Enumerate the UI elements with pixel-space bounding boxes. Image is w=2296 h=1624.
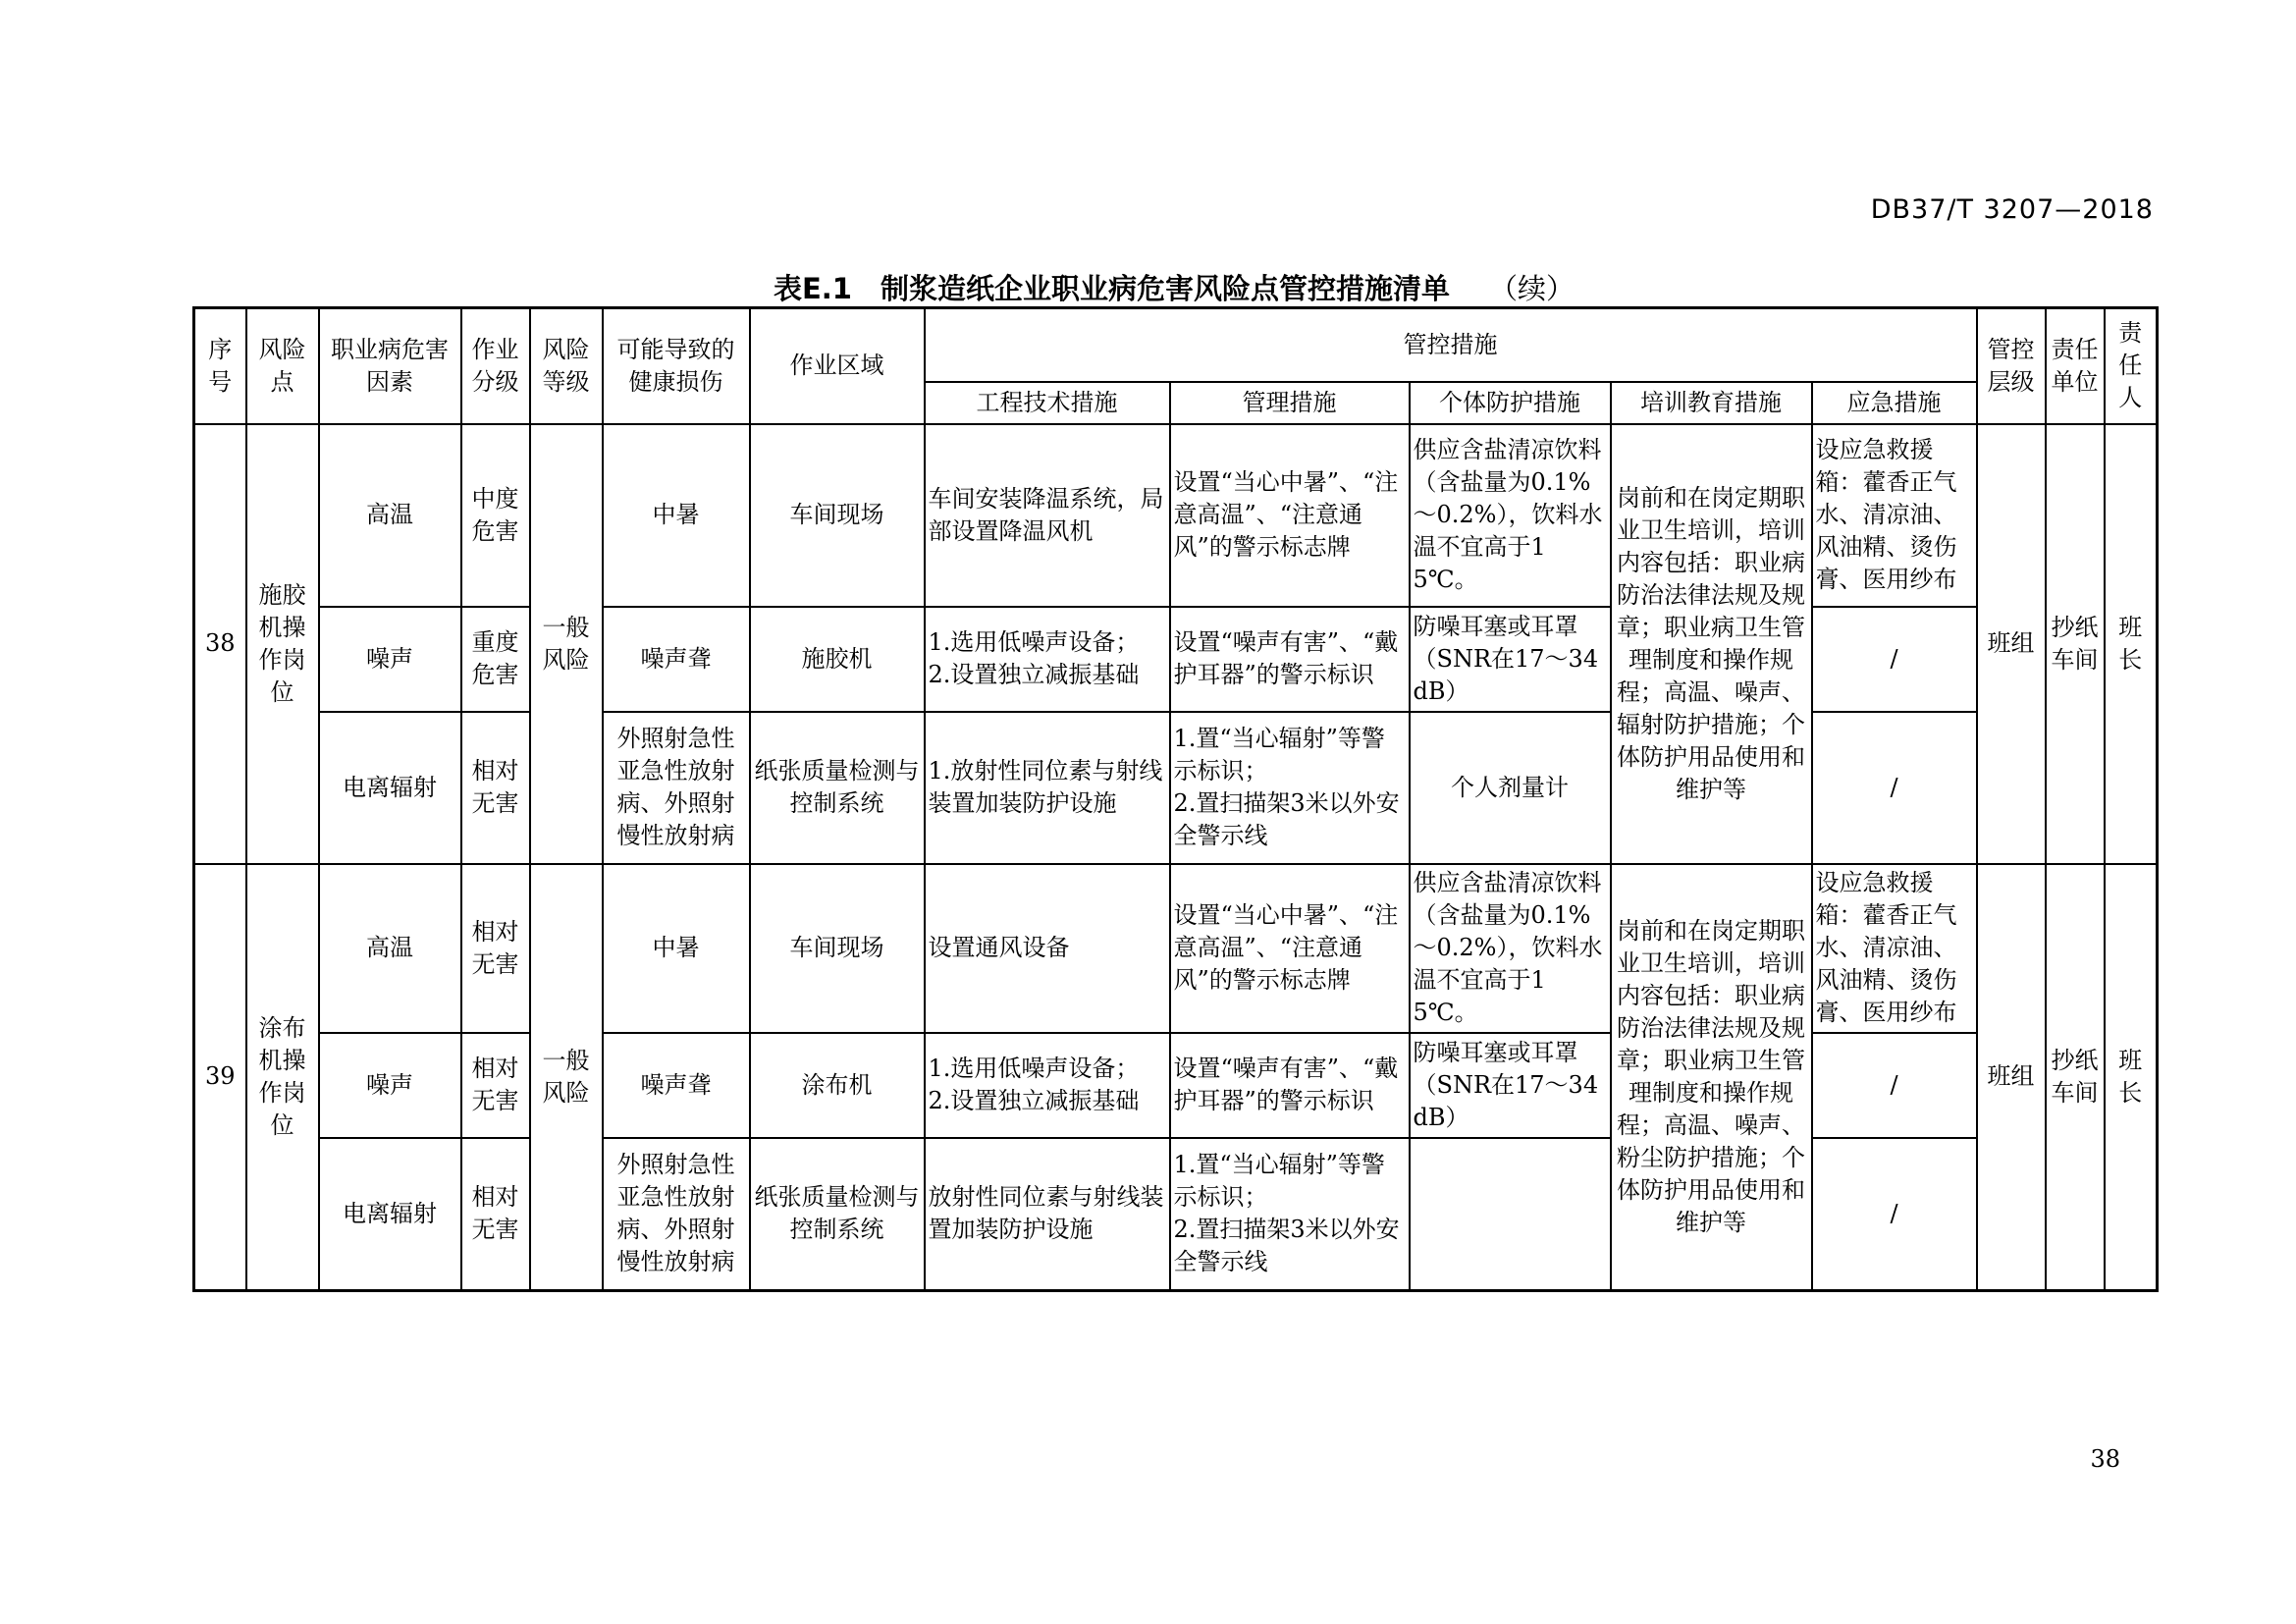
header-health-damage: 可能导致的健康损伤 — [603, 308, 750, 424]
header-risk-point: 风险点 — [246, 308, 319, 424]
cell-ppe: 个人剂量计 — [1410, 712, 1611, 864]
cell-work-class: 相对无害 — [461, 712, 530, 864]
cell-work-area: 纸张质量检测与控制系统 — [750, 712, 925, 864]
header-management: 管理措施 — [1170, 382, 1410, 424]
header-emergency: 应急措施 — [1812, 382, 1977, 424]
header-engineering: 工程技术措施 — [925, 382, 1170, 424]
cell-hazard: 噪声 — [319, 1033, 461, 1138]
cell-health-damage: 噪声聋 — [603, 607, 750, 712]
header-work-area: 作业区域 — [750, 308, 925, 424]
header-training: 培训教育措施 — [1611, 382, 1812, 424]
table-body — [194, 424, 2158, 1291]
table-row — [194, 1138, 2158, 1291]
header-hazard: 职业病危害因素 — [319, 308, 461, 424]
cell-seq: 38 — [194, 424, 246, 864]
cell-management: 设置“噪声有害”、“戴护耳器”的警示标识 — [1170, 607, 1410, 712]
cell-control-level: 班组 — [1977, 424, 2046, 864]
cell-management: 1.置“当心辐射”等警示标识； 2.置扫描架3米以外安全警示线 — [1170, 712, 1410, 864]
header-control-level: 管控层级 — [1977, 308, 2046, 424]
table-row — [194, 864, 2158, 1033]
cell-risk-point: 施胶机操作岗位 — [246, 424, 319, 864]
cell-emergency: / — [1812, 1033, 1977, 1138]
cell-risk-level: 一般风险 — [530, 864, 603, 1291]
header-resp-unit: 责任单位 — [2046, 308, 2105, 424]
cell-engineering: 放射性同位素与射线装置加装防护设施 — [925, 1138, 1170, 1291]
cell-emergency: / — [1812, 607, 1977, 712]
cell-hazard: 高温 — [319, 424, 461, 607]
header-seq: 序号 — [194, 308, 246, 424]
cell-resp-person: 班长 — [2105, 864, 2158, 1291]
table-title-text: 表E.1 制浆造纸企业职业病危害风险点管控措施清单 — [773, 272, 1450, 305]
table-row — [194, 424, 2158, 607]
cell-health-damage: 外照射急性亚急性放射病、外照射慢性放射病 — [603, 1138, 750, 1291]
cell-risk-level: 一般风险 — [530, 424, 603, 864]
cell-engineering: 1.选用低噪声设备； 2.设置独立减振基础 — [925, 607, 1170, 712]
cell-work-area: 车间现场 — [750, 424, 925, 607]
cell-work-area: 纸张质量检测与控制系统 — [750, 1138, 925, 1291]
page-number: 38 — [2090, 1445, 2120, 1473]
cell-ppe: 防噪耳塞或耳罩（SNR在17～34dB） — [1410, 607, 1611, 712]
cell-management: 1.置“当心辐射”等警示标识； 2.置扫描架3米以外安全警示线 — [1170, 1138, 1410, 1291]
cell-ppe: 供应含盐清凉饮料（含盐量为0.1%～0.2%），饮料水温不宜高于15℃。 — [1410, 424, 1611, 607]
document-code: DB37/T 3207—2018 — [1870, 194, 2154, 225]
cell-seq: 39 — [194, 864, 246, 1291]
cell-health-damage: 中暑 — [603, 864, 750, 1033]
cell-resp-unit: 抄纸车间 — [2046, 864, 2105, 1291]
cell-health-damage: 中暑 — [603, 424, 750, 607]
cell-engineering: 1.选用低噪声设备； 2.设置独立减振基础 — [925, 1033, 1170, 1138]
cell-health-damage: 外照射急性亚急性放射病、外照射慢性放射病 — [603, 712, 750, 864]
cell-work-class: 相对无害 — [461, 864, 530, 1033]
cell-emergency: / — [1812, 1138, 1977, 1291]
cell-work-area: 涂布机 — [750, 1033, 925, 1138]
cell-work-class: 相对无害 — [461, 1138, 530, 1291]
cell-hazard: 电离辐射 — [319, 712, 461, 864]
table-row — [194, 607, 2158, 712]
cell-management: 设置“当心中暑”、“注意高温”、“注意通风”的警示标志牌 — [1170, 424, 1410, 607]
cell-training: 岗前和在岗定期职业卫生培训，培训内容包括：职业病防治法律法规及规章；职业病卫生管理制度和操作规程；高温、噪声、辐射防护措施；个体防护用品使用和维护等 — [1611, 424, 1812, 864]
table-title — [192, 267, 2156, 307]
cell-hazard: 电离辐射 — [319, 1138, 461, 1291]
cell-management: 设置“当心中暑”、“注意高温”、“注意通风”的警示标志牌 — [1170, 864, 1410, 1033]
table-title-continued: （续） — [1489, 272, 1575, 305]
cell-ppe: 防噪耳塞或耳罩（SNR在17～34dB） — [1410, 1033, 1611, 1138]
header-risk-level: 风险等级 — [530, 308, 603, 424]
header-ppe: 个体防护措施 — [1410, 382, 1611, 424]
cell-management: 设置“噪声有害”、“戴护耳器”的警示标识 — [1170, 1033, 1410, 1138]
cell-training: 岗前和在岗定期职业卫生培训，培训内容包括：职业病防治法律法规及规章；职业病卫生管理制度和操作规程；高温、噪声、粉尘防护措施；个体防护用品使用和维护等 — [1611, 864, 1812, 1291]
header-resp-person: 责任人 — [2105, 308, 2158, 424]
table-row — [194, 1033, 2158, 1138]
cell-emergency: / — [1812, 712, 1977, 864]
table-row — [194, 712, 2158, 864]
cell-work-class: 重度危害 — [461, 607, 530, 712]
cell-health-damage: 噪声聋 — [603, 1033, 750, 1138]
header-control-measures: 管控措施 — [925, 308, 1977, 382]
cell-hazard: 噪声 — [319, 607, 461, 712]
cell-engineering: 车间安装降温系统，局部设置降温风机 — [925, 424, 1170, 607]
cell-risk-point: 涂布机操作岗位 — [246, 864, 319, 1291]
cell-resp-unit: 抄纸车间 — [2046, 424, 2105, 864]
cell-work-class: 相对无害 — [461, 1033, 530, 1138]
cell-work-area: 施胶机 — [750, 607, 925, 712]
cell-resp-person: 班长 — [2105, 424, 2158, 864]
cell-hazard: 高温 — [319, 864, 461, 1033]
cell-emergency: 设应急救援箱：藿香正气水、清凉油、风油精、烫伤膏、医用纱布 — [1812, 864, 1977, 1033]
cell-control-level: 班组 — [1977, 864, 2046, 1291]
cell-ppe — [1410, 1138, 1611, 1291]
cell-work-class: 中度危害 — [461, 424, 530, 607]
cell-engineering: 设置通风设备 — [925, 864, 1170, 1033]
header-work-class: 作业分级 — [461, 308, 530, 424]
control-measures-table — [192, 306, 2159, 1292]
cell-ppe: 供应含盐清凉饮料（含盐量为0.1%～0.2%），饮料水温不宜高于15℃。 — [1410, 864, 1611, 1033]
cell-engineering: 1.放射性同位素与射线装置加装防护设施 — [925, 712, 1170, 864]
cell-emergency: 设应急救援箱：藿香正气水、清凉油、风油精、烫伤膏、医用纱布 — [1812, 424, 1977, 607]
cell-work-area: 车间现场 — [750, 864, 925, 1033]
